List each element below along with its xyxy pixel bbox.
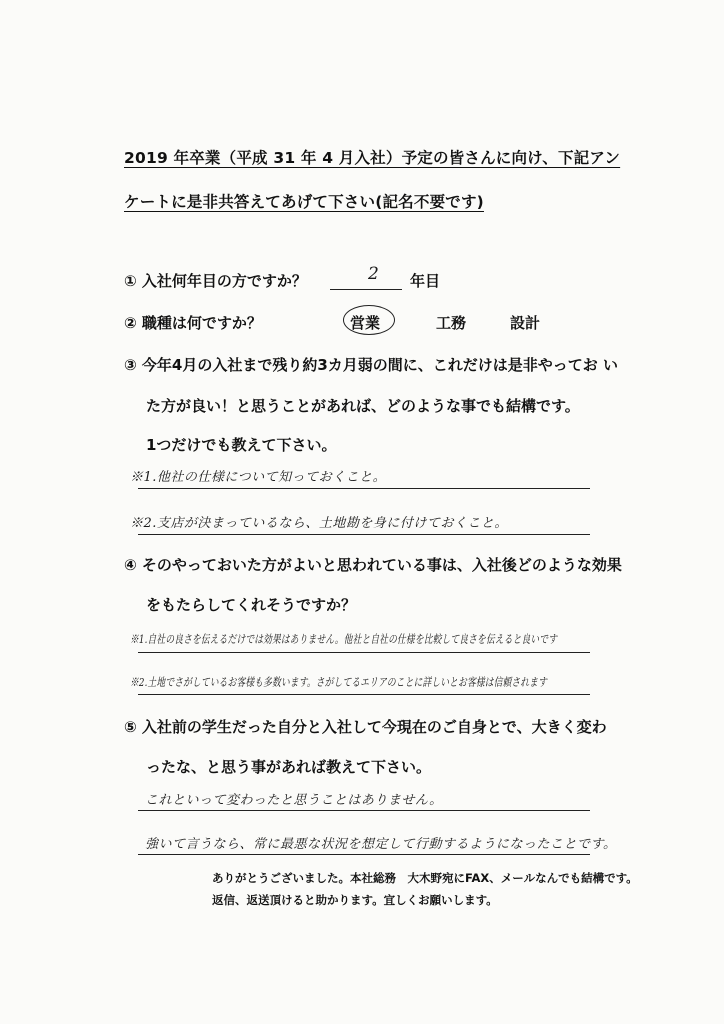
question-2-option-design: 設計 <box>510 314 541 332</box>
question-3-line-2: た方が良い！と思うことがあれば、どのような事でも結構です。 <box>146 397 580 415</box>
question-2-option-construction: 工務 <box>436 314 467 332</box>
question-5-answer-2: 強いて言うなら、常に最悪な状況を想定して行動するようになったことです。 <box>145 837 617 852</box>
question-1-label: ① 入社何年目の方ですか？ <box>124 272 307 290</box>
title-line-1: 2019 年卒業（平成 31 年 4 月入社）予定の皆さんに向け、下記アン <box>124 149 621 167</box>
question-5-answer-line-2 <box>138 854 590 855</box>
question-5-answer-line-1 <box>138 810 590 811</box>
question-4-answer-1: ※1.自社の良さを伝えるだけでは効果はありません。他社と自社の仕様を比較して良さを伝えると良いです <box>130 632 558 646</box>
question-1-answer-line <box>330 289 402 290</box>
question-2-label: ② 職種は何ですか？ <box>124 314 262 332</box>
question-3-line-1: ③ 今年4月の入社まで残り約3カ月弱の間に、これだけは是非やってお い <box>124 356 619 374</box>
question-3-answer-line-1 <box>138 488 590 489</box>
question-5-line-1: ⑤ 入社前の学生だった自分と入社して今現在のご自身とで、大きく変わ <box>124 718 607 736</box>
title-line-2: ケートに是非共答えてあげて下さい(記名不要です) <box>124 193 484 211</box>
question-3-answer-2: ※2.支店が決まっているなら、土地勘を身に付けておくこと。 <box>130 516 508 531</box>
question-4-answer-2: ※2.土地でさがしているお客様も多数います。さがしてるエリアのことに詳しいとお客様は信頼されます <box>130 675 547 689</box>
question-5-line-2: ったな、と思う事があれば教えて下さい。 <box>146 758 432 776</box>
question-3-answer-1: ※1.他社の仕様について知っておくこと。 <box>130 470 387 485</box>
question-5-answer-1: これといって変わったと思うことはありません。 <box>145 793 443 808</box>
question-3-answer-line-2 <box>138 534 590 535</box>
question-4-line-2: をもたらしてくれそうですか？ <box>146 596 357 614</box>
question-4-answer-line-2 <box>138 694 590 695</box>
question-3-line-3: 1つだけでも教えて下さい。 <box>146 436 337 454</box>
question-1-suffix: 年目 <box>410 272 441 290</box>
footer-line-1: ありがとうございました。本社総務 大木野宛にFAX、メールなんでも結構です。 <box>212 871 638 885</box>
question-4-answer-line-1 <box>138 652 590 653</box>
question-1-answer: 2 <box>368 264 380 284</box>
question-4-line-1: ④ そのやっておいた方がよいと思われている事は、入社後どのような効果 <box>124 556 622 574</box>
footer-line-2: 返信、返送頂けると助かります。宜しくお願いします。 <box>212 893 498 907</box>
question-2-option-sales: 営業 <box>350 314 381 332</box>
